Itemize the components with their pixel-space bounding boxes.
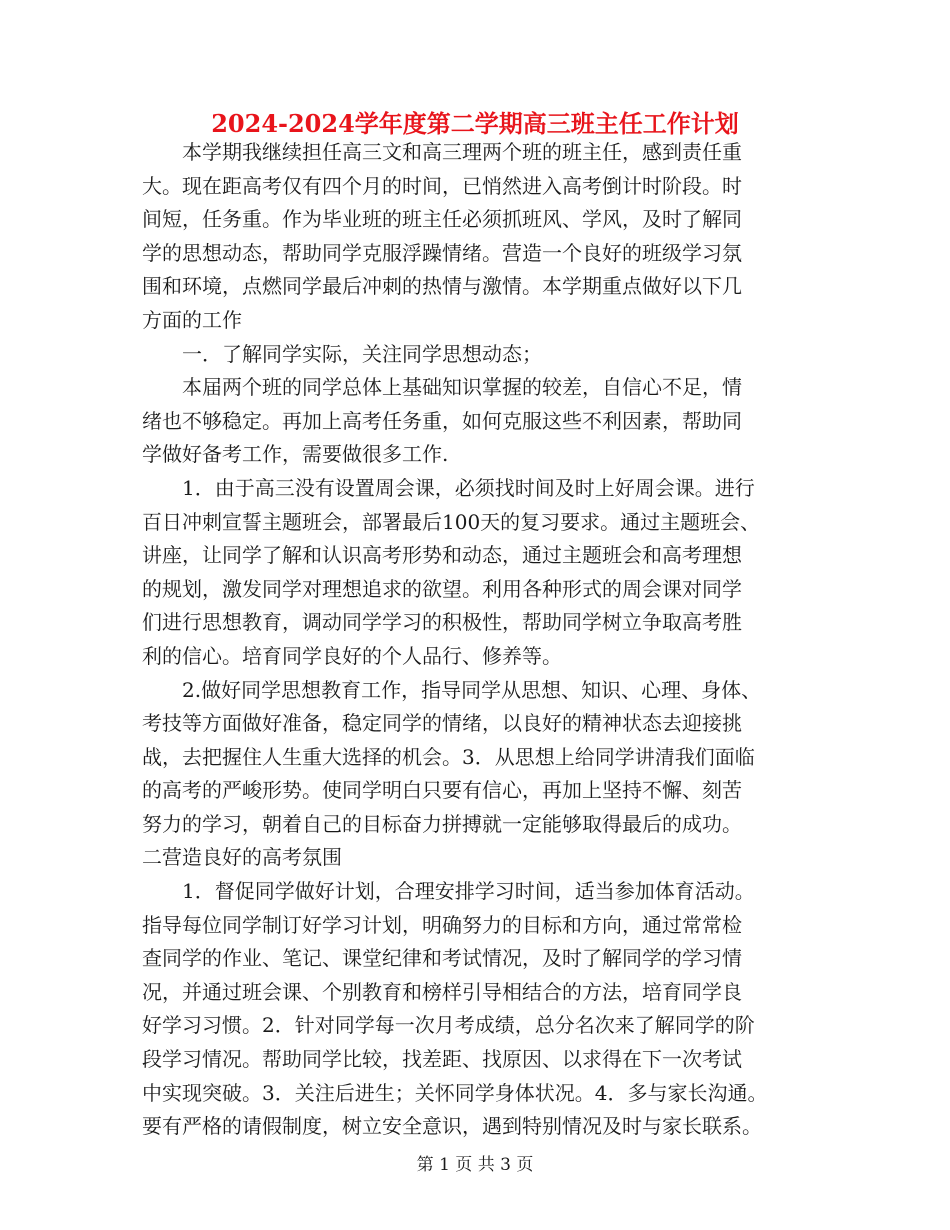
body-line: 努力的学习，朝着自己的目标奋力拼搏就一定能够取得最后的成功。	[142, 811, 742, 836]
body-line: 绪也不够稳定。再加上高考任务重，如何克服这些不利因素，帮助同	[142, 408, 742, 433]
body-line: 1．由于高三没有设置周会课，必须找时间及时上好周会课。进行	[142, 475, 755, 500]
body-line: 况，并通过班会课、个别教育和榜样引导相结合的方法，培育同学良	[142, 979, 742, 1004]
body-line: 考技等方面做好准备，稳定同学的情绪，以良好的精神状态去迎接挑	[142, 711, 742, 736]
body-line: 围和环境，点燃同学最后冲刺的热情与激情。本学期重点做好以下几	[142, 274, 742, 299]
body-line: 要有严格的请假制度，树立安全意识，遇到特别情况及时与家长联系。	[142, 1114, 762, 1139]
body-line: 间短，任务重。作为毕业班的班主任必须抓班风、学风，及时了解同	[142, 207, 742, 232]
body-line: 2.做好同学思想教育工作，指导同学从思想、知识、心理、身体、	[142, 677, 762, 702]
body-line: 好学习习惯。2．针对同学每一次月考成绩，总分名次来了解同学的阶	[142, 1013, 755, 1038]
body-line: 的规划，激发同学对理想追求的欲望。利用各种形式的周会课对同学	[142, 576, 742, 601]
body-line: 段学习情况。帮助同学比较，找差距、找原因、以求得在下一次考试	[142, 1047, 742, 1072]
body-line: 学的思想动态，帮助同学克服浮躁情绪。营造一个良好的班级学习氛	[142, 240, 742, 265]
page-number-footer: 第 1 页 共 3 页	[416, 1155, 534, 1175]
body-line: 百日冲刺宣誓主题班会，部署最后100天的复习要求。通过主题班会、	[142, 509, 761, 534]
section-heading: 二营造良好的高考氛围	[142, 845, 342, 870]
body-line: 本届两个班的同学总体上基础知识掌握的较差，自信心不足，情	[142, 375, 742, 400]
body-line: 大。现在距高考仅有四个月的时间，已悄然进入高考倒计时阶段。时	[142, 173, 742, 198]
body-line: 中实现突破。3．关注后进生；关怀同学身体状况。4．多与家长沟通。	[142, 1080, 768, 1105]
body-line: 战，去把握住人生重大选择的机会。3．从思想上给同学讲清我们面临	[142, 744, 755, 769]
body-line: 方面的工作	[142, 307, 242, 332]
body-line: 指导每位同学制订好学习计划，明确努力的目标和方向，通过常常检	[142, 912, 742, 937]
body-line: 1．督促同学做好计划，合理安排学习时间，适当参加体育活动。	[142, 879, 755, 904]
section-heading: 一．了解同学实际，关注同学思想动态；	[142, 341, 542, 366]
body-line: 利的信心。培育同学良好的个人品行、修养等。	[142, 643, 562, 668]
body-line: 讲座，让同学了解和认识高考形势和动态，通过主题班会和高考理想	[142, 543, 742, 568]
body-line: 查同学的作业、笔记、课堂纪律和考试情况，及时了解同学的学习情	[142, 946, 742, 971]
document-title: 2024-2024学年度第二学期高三班主任工作计划	[211, 109, 739, 138]
document-body	[142, 136, 812, 1144]
body-line: 学做好备考工作，需要做很多工作.	[142, 442, 449, 467]
body-line: 的高考的严峻形势。使同学明白只要有信心，再加上坚持不懈、刻苦	[142, 778, 742, 803]
body-line: 本学期我继续担任高三文和高三理两个班的班主任，感到责任重	[142, 140, 742, 164]
body-line: 们进行思想教育，调动同学学习的积极性，帮助同学树立争取高考胜	[142, 610, 742, 635]
